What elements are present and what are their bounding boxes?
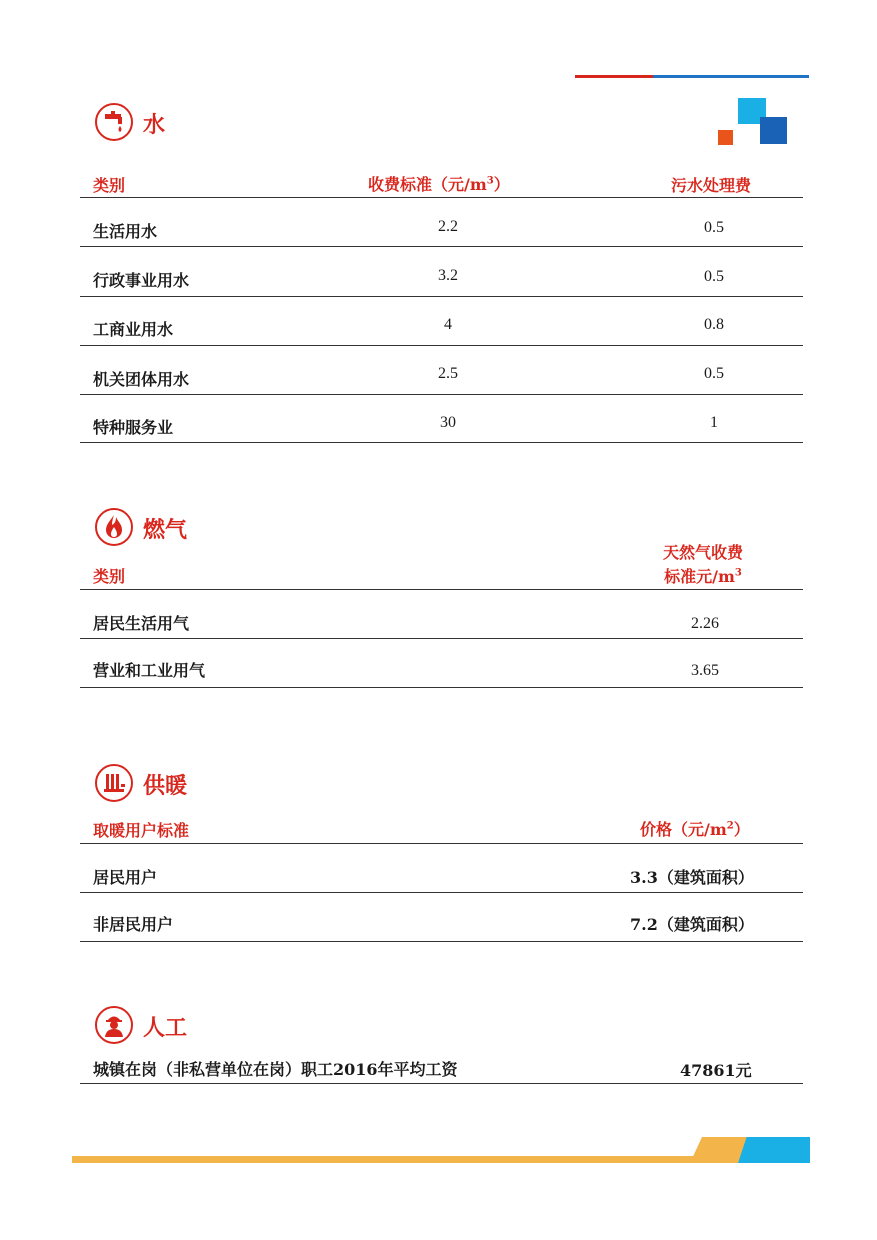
water-row-5-fee: 30 [440,414,456,431]
water-row-4-divider [80,394,803,395]
heating-row-1-divider [80,892,803,893]
labor-row-1-divider [80,1083,803,1084]
water-row-5-divider [80,442,803,443]
water-row-2-divider [80,296,803,297]
water-row-1-sewage: 0.5 [704,219,724,236]
heating-row-2-category: 非居民用户 [93,915,174,934]
heating-header-divider [80,843,803,844]
water-row-3-category: 工商业用水 [93,320,174,339]
water-tap-icon [95,103,133,141]
gas-row-1-divider [80,638,803,639]
water-header-category: 类别 [93,176,126,195]
heating-header-price: 价格（元$/m^2$） [640,820,750,839]
top-rule-red [575,75,653,78]
water-row-4-sewage: 0.5 [704,365,724,382]
water-row-2-category: 行政事业用水 [93,271,190,290]
water-row-1-divider [80,246,803,247]
water-row-4-fee: 2.5 [438,365,458,382]
gas-row-2-category: 营业和工业用气 [93,661,206,680]
gas-title: 燃气 [143,517,188,543]
heating-row-2-price: 7.2（建筑面积） [630,915,754,934]
gas-row-1-fee: 2.26 [691,615,719,632]
water-row-2-fee: 3.2 [438,267,458,284]
water-row-3-fee: 4 [444,316,452,333]
water-title: 水 [143,112,166,138]
water-header-fee: 收费标准（元$/m^3$） [368,175,510,194]
heating-row-1-price: 3.3（建筑面积） [630,868,754,887]
heating-title: 供暖 [143,773,188,799]
gas-header-divider [80,589,803,590]
water-row-4-category: 机关团体用水 [93,370,190,389]
heating-row-2-divider [80,941,803,942]
bottom-band-gold [72,1156,722,1163]
heating-row-1-category: 居民用户 [93,868,158,887]
decor-square-blue [760,117,787,144]
water-row-1-fee: 2.2 [438,218,458,235]
flame-icon [95,508,133,546]
bottom-band-cyan [738,1137,810,1163]
radiator-icon [95,764,133,802]
worker-icon [95,1006,133,1044]
heating-header-category: 取暖用户标准 [93,821,190,840]
labor-title: 人工 [143,1015,188,1041]
water-row-1-category: 生活用水 [93,222,158,241]
gas-row-2-fee: 3.65 [691,662,719,679]
water-header-divider [80,197,803,198]
water-row-2-sewage: 0.5 [704,268,724,285]
gas-row-2-divider [80,687,803,688]
water-row-3-sewage: 0.8 [704,316,724,333]
top-rule-blue [653,75,809,78]
labor-row-1-value: 47861元 [680,1061,752,1080]
gas-header-category: 类别 [93,567,126,586]
water-row-5-category: 特种服务业 [93,418,174,437]
decor-square-orange [718,130,733,145]
labor-row-1-category: 城镇在岗（非私营单位在岗）职工2016年平均工资 [93,1060,458,1079]
gas-header-fee-line1: 天然气收费 [662,543,743,562]
water-row-5-sewage: 1 [710,414,718,431]
water-header-sewage: 污水处理费 [671,176,752,195]
water-row-3-divider [80,345,803,346]
gas-header-fee-line2: 标准元$/m^3$ [664,567,742,586]
gas-row-1-category: 居民生活用气 [93,614,190,633]
